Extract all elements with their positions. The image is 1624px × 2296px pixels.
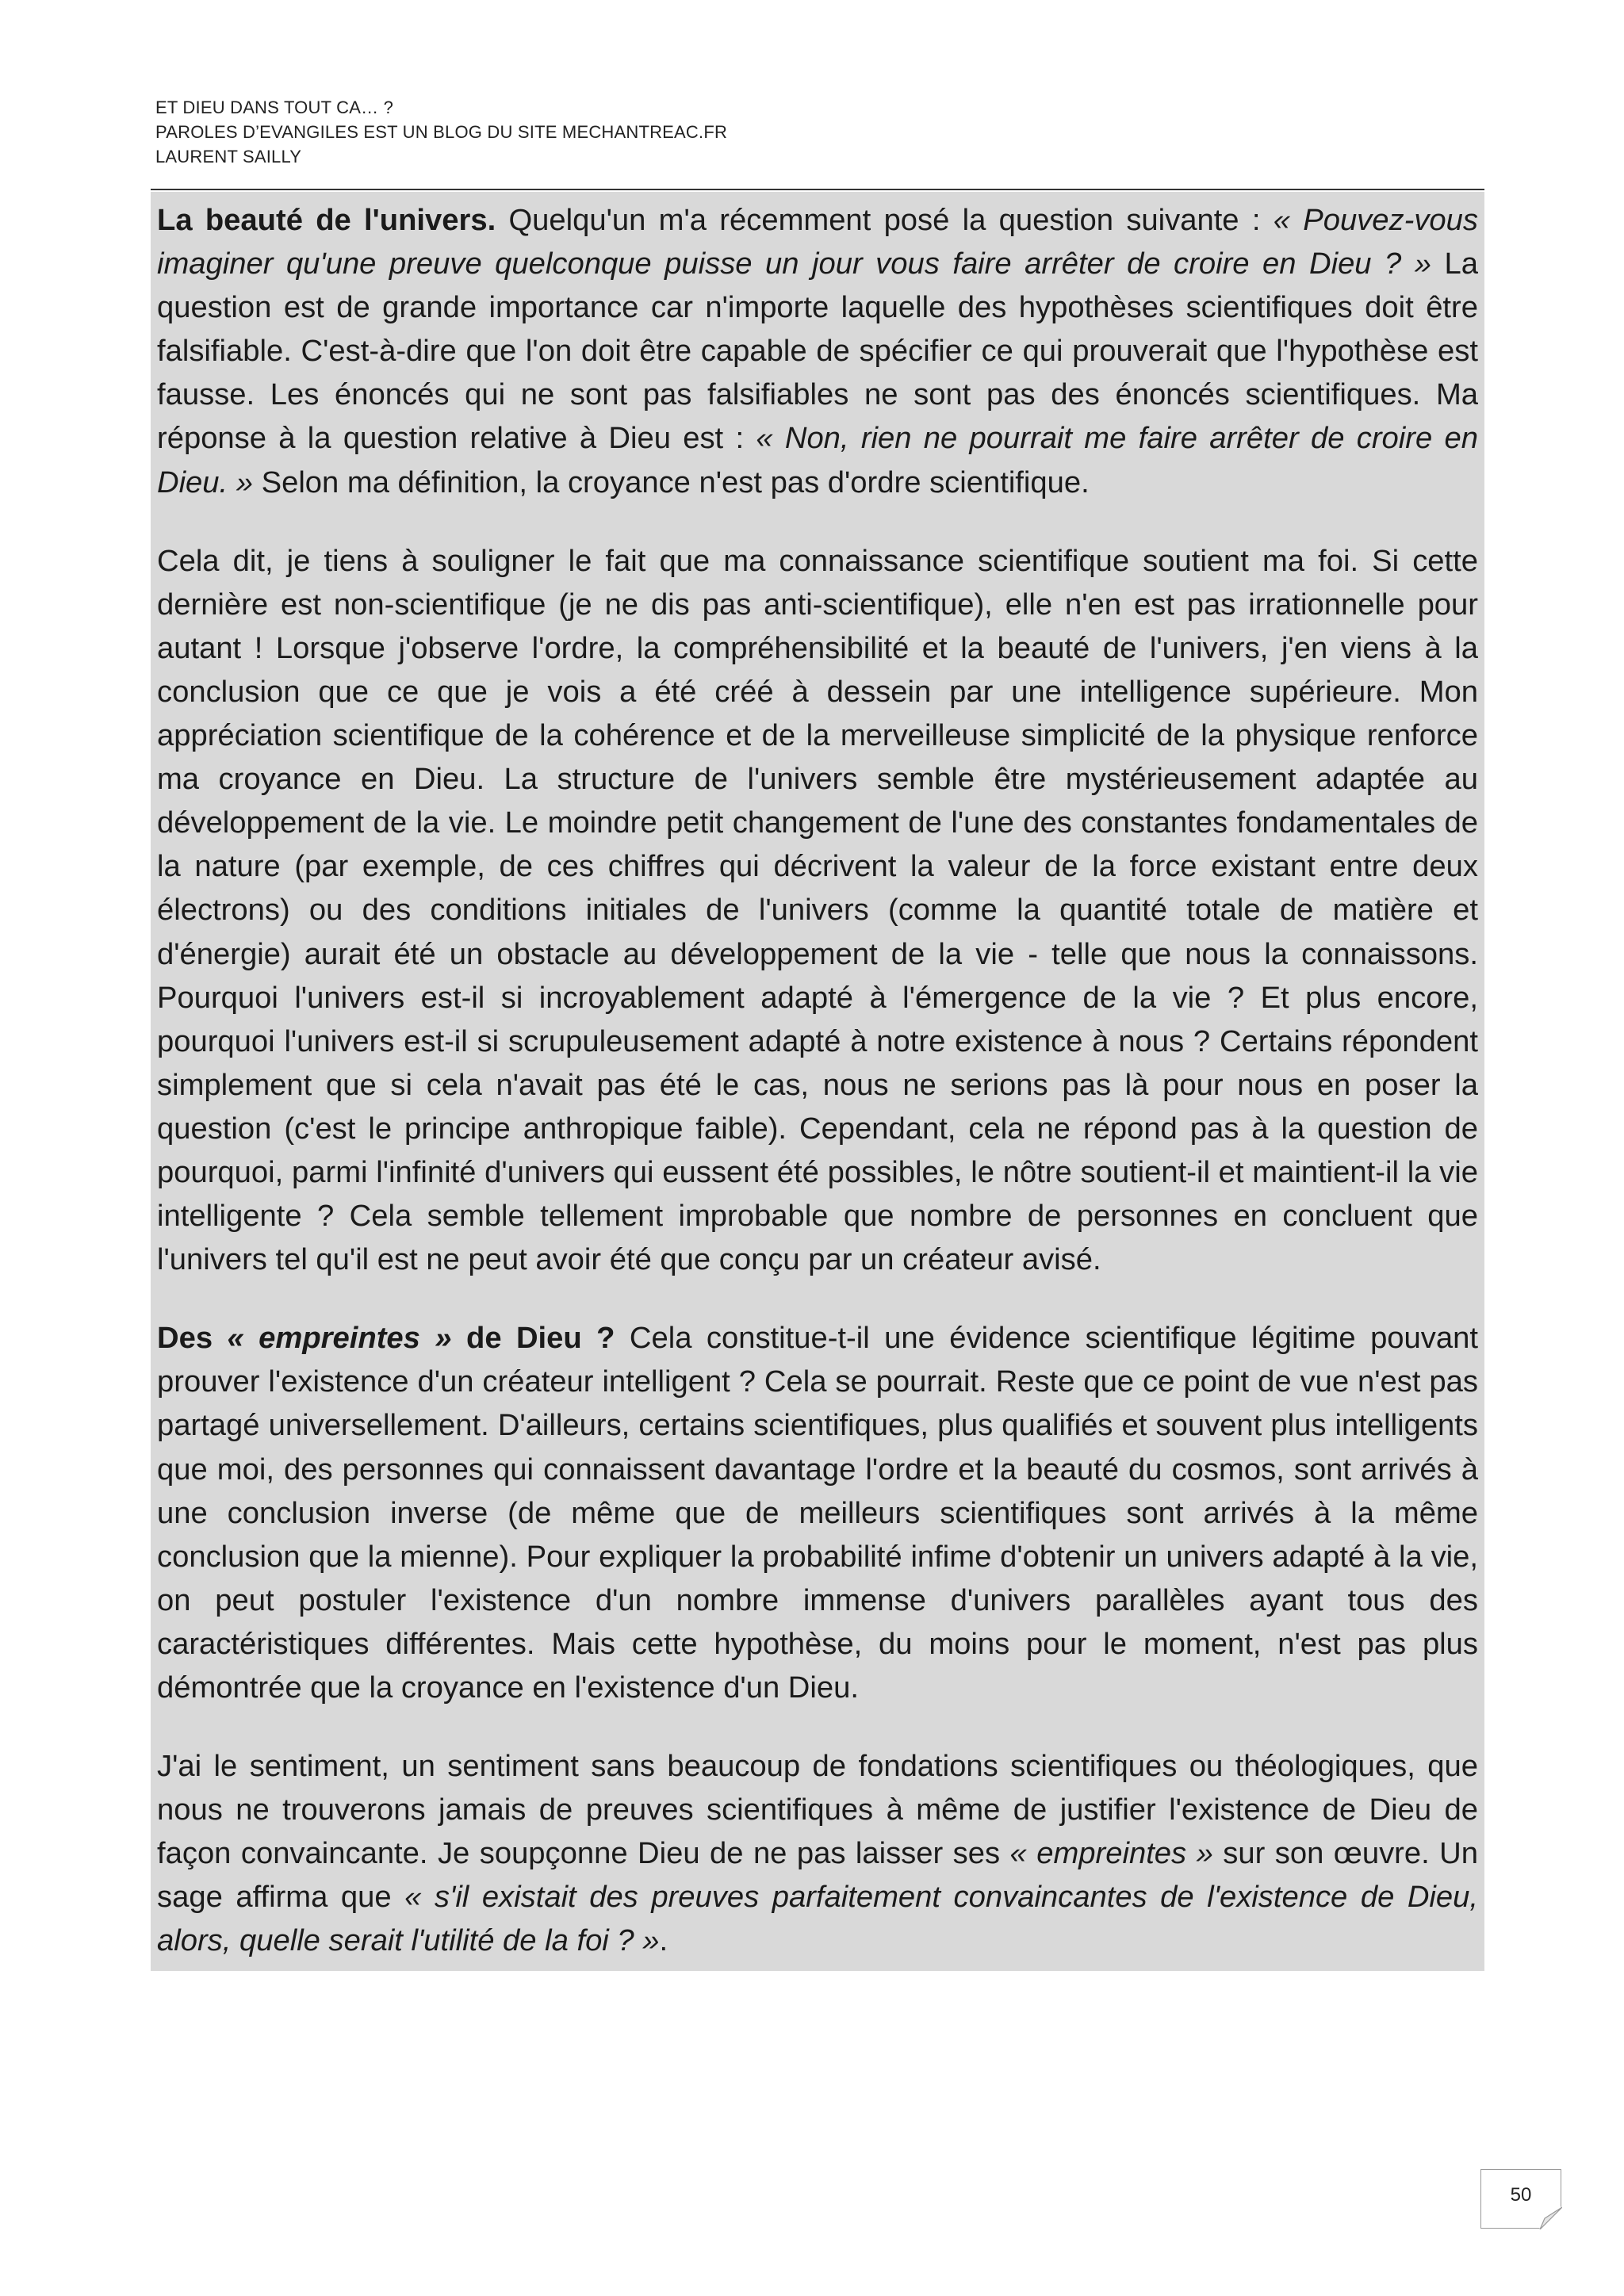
paragraph-sentiment: [151, 1738, 1484, 1970]
paragraph-gap: [151, 512, 1484, 533]
paragraph-beaute: [151, 192, 1484, 512]
quote: « Pouvez-vous imaginer qu'une preuve quelconque puisse un jour vous faire arrêter de croire en Dieu ? »: [157, 203, 1478, 281]
body-text: [151, 192, 1484, 1971]
page-number-box: [1480, 2169, 1561, 2229]
text-run: Quelqu'un m'a récemment posé la question suivante :: [496, 203, 1274, 237]
paragraph-connaissance: Cela dit, je tiens à souligner le fait que ma connaissance scientifique soutient ma foi. Si cette dernière est non-scientifique (je ne dis pas anti-scientifique), elle n'en est pas irrationnelle pour autant ! Lorsque j'observe l'ordre, la compréhensibilité et la beauté de l'univers, j'en viens à la conclusion que ce que je vois a été créé à dessein par une intelligence supérieure. Mon appréciation scientifique de la cohérence et de la merveilleuse simplicité de la physique renforce ma croyance en Dieu. La structure de l'univers semble être mystérieusement adaptée au développement de la vie. Le moindre petit changement de l'une des constantes fondamentales de la nature (par exemple, de ces chiffres qui décrivent la valeur de la force existant entre deux électrons) ou des conditions initiales de l'univers (comme la quantité totale de matière et d'énergie) aurait été un obstacle au développement de la vie - telle que nous la connaissons. Pourquoi l'univers est-il si incroyablement adapté à l'émergence de la vie ? Et plus encore, pourquoi l'univers est-il si scrupuleusement adapté à notre existence à nous ? Certains répondent simplement que si cela n'avait pas été le cas, nous ne serions pas là pour nous en poser la question (c'est le principe anthropique faible). Cependant, cela ne répond pas à la question de pourquoi, parmi l'infinité d'univers qui eussent été possibles, le nôtre soutient-il et maintient-il la vie intelligente ? Cela semble tellement improbable que nombre de personnes en concluent que l'univers tel qu'il est ne peut avoir été que conçu par un créateur avisé.: [151, 533, 1484, 1290]
section-heading: La beauté de l'univers.: [157, 203, 496, 237]
text-run: J'ai le sentiment, un sentiment sans beaucoup de fondations scientifiques ou théologiques, que nous ne trouverons jamais de preuves scientifiques à même de justifier l'existence de Dieu de façon convaincante. Je soupçonne Dieu de ne pas laisser ses: [157, 1749, 1478, 1871]
header-line-title: ET DIEU DANS TOUT CA… ?: [155, 98, 394, 117]
header-line-blog: PAROLES D’EVANGILES EST UN BLOG DU SITE MECHANTREAC.FR: [155, 122, 728, 142]
paragraph-gap: [151, 1717, 1484, 1738]
heading-part: « empreintes »: [227, 1321, 452, 1356]
text-run: La question est de grande importance car n'importe laquelle des hypothèses scientifiques doit être falsifiable. C'est-à-dire que l'on doit être capable de spécifier ce qui prouverait que l'hypothèse est fausse. Les énoncés qui ne sont pas falsifiables ne sont pas des énoncés scientifiques. Ma réponse à la question relative à Dieu est :: [157, 247, 1478, 456]
paragraph-empreintes: [151, 1310, 1484, 1717]
text-run: sur son œuvre. Un sage affirma que: [157, 1836, 1478, 1915]
quote: « s'il existait des preuves parfaitement convaincantes de l'existence de Dieu, alors, quelle serait l'utilité de la foi ? »: [157, 1880, 1478, 1958]
text-run: .: [659, 1923, 668, 1958]
page-number: 50: [1510, 2184, 1532, 2206]
quote: « empreintes »: [1009, 1836, 1213, 1871]
running-header: [155, 95, 1483, 169]
page-curl-icon: [1538, 2206, 1562, 2229]
paragraph-gap: [151, 1289, 1484, 1310]
text-run: Cela constitue-t-il une évidence scientifique légitime pouvant prouver l'existence d'un créateur intelligent ? Cela se pourrait. Reste que ce point de vue n'est pas partagé universellement. D'ailleurs, certains scientifiques, plus qualifiés et souvent plus intelligents que moi, des personnes qui connaissent davantage l'ordre et la beauté du cosmos, sont arrivés à une conclusion inverse (de même que de meilleurs scientifiques sont arrivés à la même conclusion que la mienne). Pour expliquer la probabilité infime d'obtenir un univers adapté à la vie, on peut postuler l'existence d'un nombre immense d'univers parallèles ayant tous des caractéristiques différentes. Mais cette hypothèse, du moins pour le moment, n'est pas plus démontrée que la croyance en l'existence d'un Dieu.: [157, 1321, 1478, 1705]
header-line-author: LAURENT SAILLY: [155, 147, 302, 166]
text-run: Selon ma définition, la croyance n'est pas d'ordre scientifique.: [253, 465, 1090, 499]
heading-part: Des: [157, 1321, 228, 1356]
header-rule: [151, 189, 1484, 190]
heading-part: de Dieu ?: [451, 1321, 615, 1356]
quote: « Non, rien ne pourrait me faire arrêter de croire en Dieu. »: [157, 421, 1478, 499]
section-heading: [157, 1321, 615, 1355]
